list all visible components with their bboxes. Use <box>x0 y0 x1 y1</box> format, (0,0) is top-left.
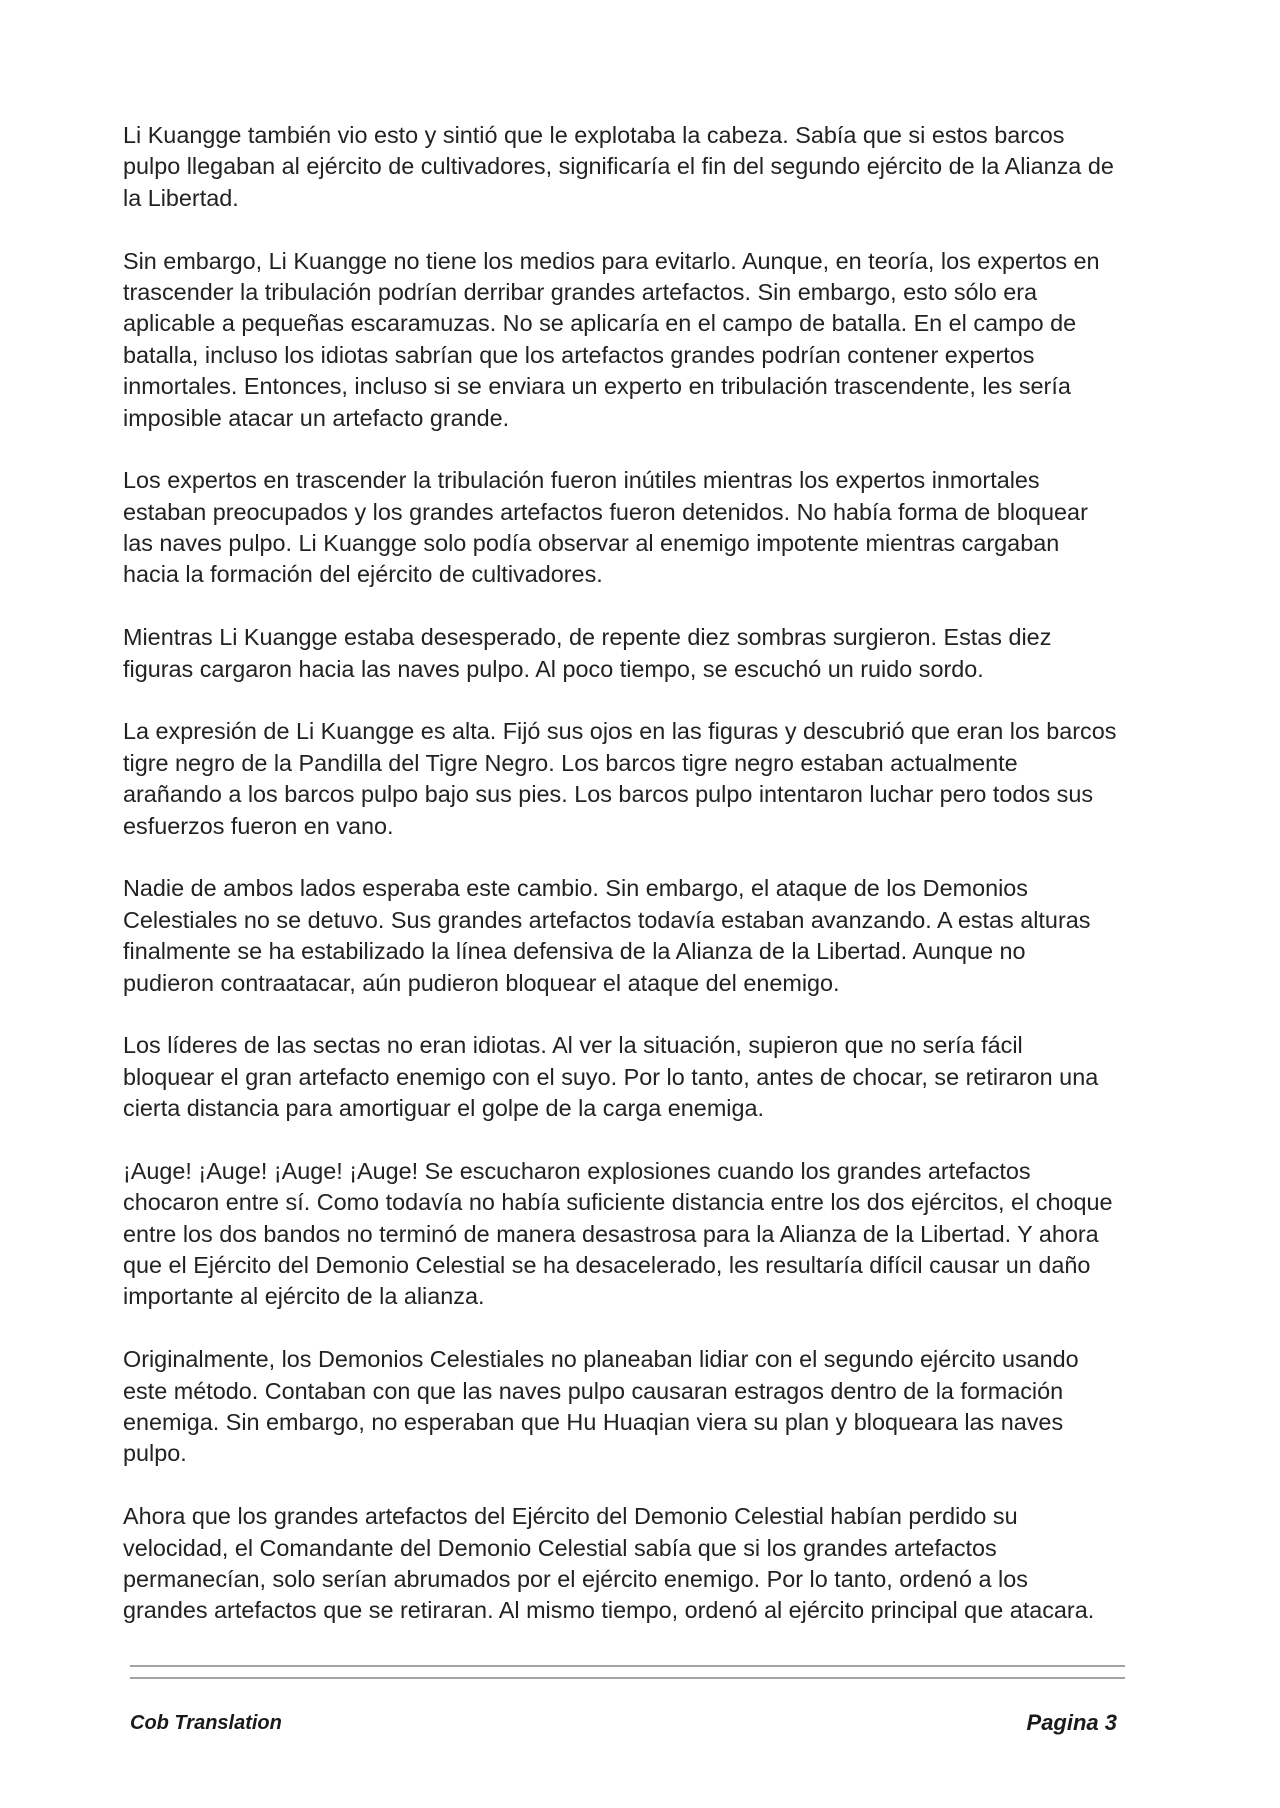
paragraph-line: la Libertad. <box>123 184 239 211</box>
paragraph-line: grandes artefactos que se retiraran. Al mismo tiempo, ordenó al ejército principal que atacara. <box>123 1597 1095 1624</box>
paragraph-line: Celestiales no se detuvo. Sus grandes artefactos todavía estaban avanzando. A estas alturas <box>123 906 1091 933</box>
paragraph-line: pulpo llegaban al ejército de cultivadores, significaría el fin del segundo ejército de la Alianza de <box>123 153 1114 180</box>
paragraph-line: Los expertos en trascender la tribulación fueron inútiles mientras los expertos inmortales <box>123 467 1040 494</box>
paragraph-line: Nadie de ambos lados esperaba este cambio. Sin embargo, el ataque de los Demonios <box>123 875 1028 902</box>
paragraph <box>123 120 1163 214</box>
paragraph-line: Mientras Li Kuangge estaba desesperado, de repente diez sombras surgieron. Estas diez <box>123 624 1052 651</box>
paragraph-line: Los líderes de las sectas no eran idiotas. Al ver la situación, supieron que no sería fácil <box>123 1032 1023 1059</box>
paragraph-line: cierta distancia para amortiguar el golpe de la carga enemiga. <box>123 1095 765 1122</box>
paragraph-line: este método. Contaban con que las naves pulpo causaran estragos dentro de la formación <box>123 1377 1064 1404</box>
paragraph <box>123 716 1163 842</box>
paragraph-line: batalla, incluso los idiotas sabrían que los artefactos grandes podrían contener expertos <box>123 341 1035 368</box>
paragraph-line: que el Ejército del Demonio Celestial se ha desacelerado, les resultaría difícil causar un daño <box>123 1252 1091 1279</box>
paragraph-line: imposible atacar un artefacto grande. <box>123 404 510 431</box>
page-number: Pagina 3 <box>1026 1710 1117 1735</box>
paragraph-line: velocidad, el Comandante del Demonio Celestial sabía que si los grandes artefactos <box>123 1534 997 1561</box>
paragraph-line: aplicable a pequeñas escaramuzas. No se aplicaría en el campo de batalla. En el campo de <box>123 310 1077 337</box>
paragraph <box>123 246 1163 434</box>
paragraph-line: arañando a los barcos pulpo bajo sus pies. Los barcos pulpo intentaron luchar pero todos sus <box>123 781 1094 808</box>
paragraph-line: Ahora que los grandes artefactos del Ejército del Demonio Celestial habían perdido su <box>123 1503 1018 1530</box>
paragraph-line: Li Kuangge también vio esto y sintió que le explotaba la cabeza. Sabía que si estos barcos <box>123 122 1065 148</box>
paragraph-line: entre los dos bandos no terminó de manera desastrosa para la Alianza de la Libertad. Y ahora <box>123 1220 1099 1247</box>
footer-credit: Cob Translation <box>130 1712 282 1734</box>
paragraph-line: las naves pulpo. Li Kuangge solo podía observar al enemigo impotente mientras cargaban <box>123 530 1060 557</box>
paragraph <box>123 1501 1163 1627</box>
paragraph <box>123 873 1163 999</box>
paragraph-line: tigre negro de la Pandilla del Tigre Negro. Los barcos tigre negro estaban actualmente <box>123 749 1018 776</box>
paragraph-line: ¡Auge! ¡Auge! ¡Auge! ¡Auge! Se escucharon explosiones cuando los grandes artefactos <box>123 1157 1031 1184</box>
paragraph-line: permanecían, solo serían abrumados por el ejército enemigo. Por lo tanto, ordenó a los <box>123 1565 1028 1592</box>
paragraph-line: enemiga. Sin embargo, no esperaban que Hu Huaqian viera su plan y bloqueara las naves <box>123 1409 1064 1436</box>
paragraph-line: pudieron contraatacar, aún pudieron bloquear el ataque del enemigo. <box>123 969 840 996</box>
footer-rule-top <box>130 1665 1125 1667</box>
paragraph-line: chocaron entre sí. Como todavía no había suficiente distancia entre los dos ejércitos, el choque <box>123 1189 1113 1216</box>
paragraph-line: inmortales. Entonces, incluso si se enviara un experto en tribulación trascendente, les sería <box>123 373 1071 400</box>
paragraph-line: figuras cargaron hacia las naves pulpo. Al poco tiempo, se escuchó un ruido sordo. <box>123 655 984 682</box>
paragraph-line: Sin embargo, Li Kuangge no tiene los medios para evitarlo. Aunque, en teoría, los expertos en <box>123 247 1100 274</box>
document-body <box>123 120 1163 1658</box>
paragraph-line: importante al ejército de la alianza. <box>123 1283 485 1310</box>
paragraph <box>123 1344 1163 1470</box>
paragraph <box>123 622 1163 685</box>
paragraph-line: hacia la formación del ejército de cultivadores. <box>123 561 603 588</box>
paragraph-line: esfuerzos fueron en vano. <box>123 812 394 839</box>
paragraph-line: trascender la tribulación podrían derribar grandes artefactos. Sin embargo, esto sólo era <box>123 278 1038 305</box>
paragraph <box>123 1030 1163 1124</box>
paragraph <box>123 465 1163 591</box>
paragraph-line: La expresión de Li Kuangge es alta. Fijó sus ojos en las figuras y descubrió que eran los barcos <box>123 718 1117 745</box>
paragraph-line: pulpo. <box>123 1440 187 1467</box>
footer-rule-bottom <box>130 1677 1125 1679</box>
paragraph-line: Originalmente, los Demonios Celestiales no planeaban lidiar con el segundo ejército usando <box>123 1346 1079 1373</box>
paragraph-line: bloquear el gran artefacto enemigo con el suyo. Por lo tanto, antes de chocar, se retiraron una <box>123 1063 1099 1090</box>
paragraph-line: estaban preocupados y los grandes artefactos fueron detenidos. No había forma de bloquear <box>123 498 1088 525</box>
paragraph-line: finalmente se ha estabilizado la línea defensiva de la Alianza de la Libertad. Aunque no <box>123 938 1026 965</box>
paragraph <box>123 1156 1163 1313</box>
